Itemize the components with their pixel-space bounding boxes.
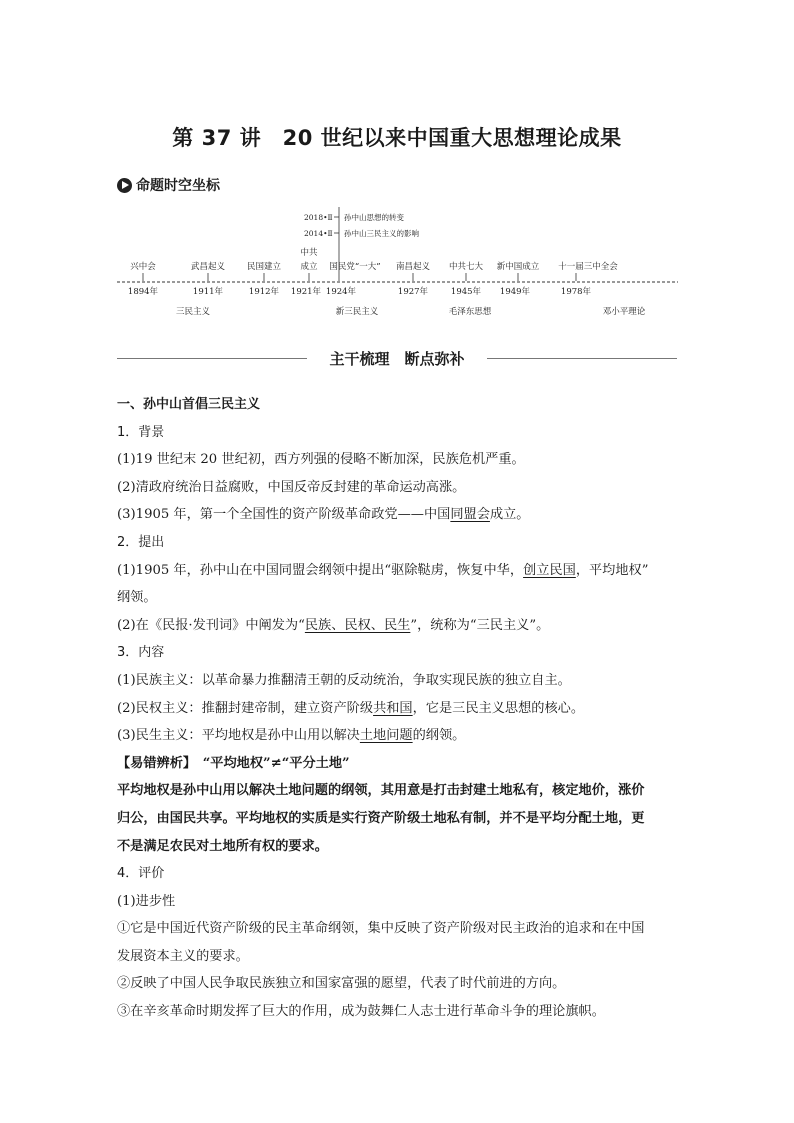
paragraph: (1)19 世纪末 20 世纪初，西方列强的侵略不断加深，民族危机严重。 [117,452,525,468]
paragraph: ②反映了中国人民争取民族独立和国家富强的愿望，代表了时代前进的方向。 [117,976,566,992]
exam-2014: 2014•Ⅱ [304,229,333,238]
paragraph: 纲领。 [117,590,157,606]
event-year: 1911年 [192,287,224,297]
period-label: 邓小平理论 [602,307,646,317]
underlined-term: 土地问题 [359,728,413,744]
paragraph: (2)在《民报·发刊词》中阐发为“民族、民权、民生”，统称为“三民主义”。 [117,617,550,633]
main-content [117,391,683,1026]
note-paragraph: 不是满足农民对土地所有权的要求。 [117,838,328,854]
event-label: 中共七大 [448,262,484,272]
event-label: 国民党“一大” [329,262,381,272]
event-year: 1927年 [397,287,429,297]
exam-2018: 2018•Ⅱ [304,213,333,222]
heading-evaluation: 4．评价 [117,866,165,882]
heading-proposal: 2．提出 [117,534,165,550]
event-year: 1924年 [325,287,357,297]
section-tag-label: 命题时空坐标 [136,178,220,194]
divider-title: 主干梳理 断点弥补 [319,350,474,368]
timeline [0,0,794,330]
underlined-term: 共和国 [373,700,413,716]
event-year: 1949年 [499,287,531,297]
exam-note-1: 孙中山思想的转变 [344,213,404,222]
event-year: 1894年 [127,287,159,297]
note-paragraph: 归公，由国民共享。平均地权的实质是实行资产阶级土地私有制，并不是平均分配土地，更 [117,810,645,826]
paragraph: (2)清政府统治日益腐败，中国反帝反封建的革命运动高涨。 [117,479,466,495]
event-label: 新中国成立 [496,262,540,272]
event-label: 南昌起义 [395,262,431,272]
paragraph: ③在辛亥革命时期发挥了巨大的作用，成为鼓舞仁人志士进行革命斗争的理论旗帜。 [117,1004,605,1020]
heading-content: 3．内容 [117,645,165,661]
event-label: 民国建立 [246,262,282,272]
event-year: 1921年 [290,287,322,297]
underlined-term: 民族、民权、民生 [304,617,411,633]
page-title: 第 37 讲 20 世纪以来中国重大思想理论成果 [172,126,622,150]
paragraph: 发展资本主义的要求。 [117,948,249,964]
exam-note-2: 孙中山三民主义的影响 [344,229,419,238]
paragraph: (2)民权主义：推翻封建帝制，建立资产阶级共和国，它是三民主义思想的核心。 [117,700,585,716]
paragraph: ①它是中国近代资产阶级的民主革命纲领，集中反映了资产阶级对民主政治的追求和在中国 [117,921,645,937]
paragraph: (1)1905 年，孙中山在中国同盟会纲领中提出“驱除鞑虏，恢复中华，创立民国，平均地权” [117,562,649,578]
period-label: 毛泽东思想 [448,307,492,317]
period-label: 新三民主义 [335,307,379,317]
underlined-term: 创立民国 [523,562,576,578]
paragraph: (3)1905 年，第一个全国性的资产阶级革命政党——中国同盟会成立。 [117,507,530,523]
event-label: 成立 [300,262,318,272]
underlined-term: 同盟会 [450,507,490,523]
event-year: 1912年 [248,287,280,297]
paragraph: (1)进步性 [117,893,176,909]
heading-background: 1．背景 [117,424,165,440]
paragraph: (3)民生主义：平均地权是孙中山用以解决土地问题的纲领。 [117,728,466,744]
period-label: 三民主义 [175,307,211,317]
event-year: 1945年 [450,287,482,297]
event-label: 十一届三中全会 [558,262,618,272]
section-divider [117,346,677,370]
error-analysis-heading: 【易错辨析】 “平均地权”≠“平分土地” [117,755,350,771]
note-paragraph: 平均地权是孙中山用以解决土地问题的纲领，其用意是打击封建土地私有，核定地价，涨价 [117,783,645,799]
event-label-top: 中共 [300,248,318,258]
event-label: 武昌起义 [190,262,226,272]
event-year: 1978年 [560,287,592,297]
paragraph: (1)民族主义：以革命暴力推翻清王朝的反动统治，争取实现民族的独立自主。 [117,672,571,688]
event-label: 兴中会 [130,262,156,272]
heading-1: 一、孙中山首倡三民主义 [117,397,261,412]
